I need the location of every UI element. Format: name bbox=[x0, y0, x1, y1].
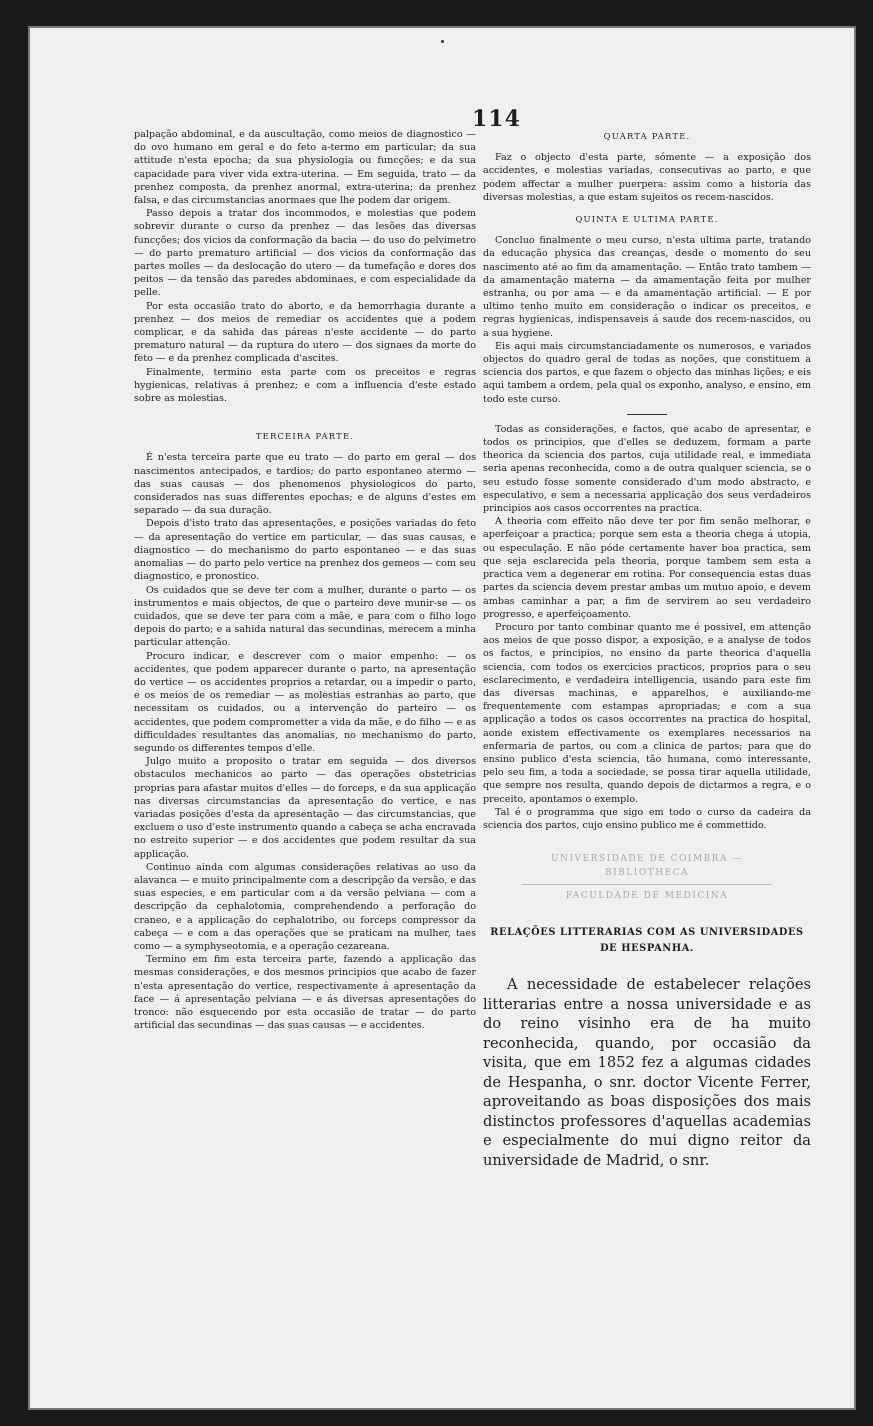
paragraph: Tal é o programma que sigo em todo o curso da cadeira da sciencia dos partos, cujo ensino publico me é commettido. bbox=[483, 806, 811, 831]
page-number: 114 bbox=[472, 106, 521, 132]
paragraph: Por esta occasião trato do aborto, e da hemorrhagia durante a prenhez — dos meios de remediar os accidentes que a podem complicar, e da sahida das páreas n'este accidente — do parto prematuro natural — da ruptura do utero — dos signaes da morte do feto — e da prenhez complicada d'ascites. bbox=[134, 300, 476, 365]
paragraph: Passo depois a tratar dos incommodos, e molestias que podem sobrevir durante o curso da prenhez — das lesões das diversas funcções; dos vicios da conformação da bacia — do uso do pelvimetro — do parto prematuro artificial — dos vicios da conformação das partes molles — da deslocação do utero — da tumefação e dores dos peitos — da tensão das paredes abdominaes, e com especialidade da pelle. bbox=[134, 208, 476, 299]
paragraph: A theoria com effeito não deve ter por fim senão melhorar, e aperfeiçoar a practica; porque sem esta a theoria chega á utopia, ou especulação. E não póde certamente haver boa practica, sem que seja esclarecida pela theoria, porque tambem sem esta a practica vem a degenerar em rotina. Por consequencia estas duas partes da sciencia devem prestar ambas um mutuo apoio, e devem ambas caminhar a par, a fim de servirem ao seu verdadeiro progresso, e aperfeiçoamento. bbox=[483, 516, 811, 620]
paragraph: Todas as considerações, e factos, que acabo de apresentar, e todos os principios, que d'elles se deduzem, formam a parte theorica da sciencia dos partos, cuja utilidade real, e immediata seria apenas reconhecida, como a de outra qualquer sciencia, se o seu estudo fosse somente considerado d'um modo abstracto, e especulativo, e sem a necessaria applicação dos seus verdadeiros principios aos casos occorrentes na practica. bbox=[483, 423, 811, 515]
paragraph: Continuo ainda com algumas considerações relativas ao uso da alavanca — e muito principalmente com a descripção da versão, e das suas especies, e em particular com a da versão pelviana — com a descripção da cephalotomia, comprehendendo a perforação do craneo, e a applicação do cephalotribo, ou forceps compressor da cabeça — e com a das operações que se praticam na mulher, taes como — a symphyseotomia, e a operação cezareana. bbox=[134, 861, 476, 952]
section-heading-quarta: QUARTA PARTE. bbox=[603, 131, 691, 141]
article-title: RELAÇÕES LITTERARIAS COM AS UNIVERSIDADES DE HESPANHA. bbox=[490, 927, 804, 955]
section-heading-quinta: QUINTA E ULTIMA PARTE. bbox=[575, 214, 719, 225]
stamp-line-2: FACULDADE DE MEDICINA bbox=[565, 891, 729, 902]
divider bbox=[627, 414, 667, 415]
left-column bbox=[134, 128, 476, 1032]
paragraph: Procuro por tanto combinar quanto me é possivel, em attenção aos meios de que posso dispor, a exposição, e a analyse de todos os factos, e principios, no ensino da parte theorica d'aquella sciencia, com todos os exercicios practicos, proprios para o seu esclarecimento, e verdadeira intelligencia, usando para este fim das diversas machinas, e apparelhos, e auxiliando-me frequentemente com estampas apropriadas; e com a sua applicação a todos os casos occorrentes na practica do hospital, aonde existem effectivamente os exemplares necessarios na enfermaria de partos, ou com a clinica de partos; para que do ensino publico d'esta sciencia, tão humana, como interessante, pelo seu fim, a toda a sociedade, se possa tirar aquella utilidade, que sempre nos resulta, quando depois de dictarmos a regra, e o preceito, apontamos o exemplo. bbox=[483, 621, 811, 805]
article-body bbox=[483, 975, 811, 1170]
paragraph: Termino em fim esta terceira parte, fazendo a applicação das mesmas considerações, e dos mesmos principios que acabo de fazer n'esta apresentação do vertice, respectivamente á apresentação da face — á apresentação pelviana — e ás diversas apresentações do tronco: não esquecendo por esta occasião de tratar — do parto artificial das secundinas — das suas causas — e accidentes. bbox=[134, 954, 476, 1032]
library-stamp bbox=[522, 852, 772, 903]
stamp-line-1: UNIVERSIDADE DE COIMBRA — BIBLIOTHECA bbox=[551, 854, 743, 879]
large-paragraph: A necessidade de estabelecer relações litterarias entre a nossa universidade e as do reino visinho era de ha muito reconhecida, quando, por occasião da visita, que em 1852 fez a algumas cidades de Hespanha, o snr. doctor Vicente Ferrer, aproveitando as boas disposições dos mais distinctos professores d'aquellas academias e especialmente do mui digno reitor da universidade de Madrid, o snr. bbox=[483, 976, 811, 1169]
ink-speck bbox=[441, 40, 444, 43]
newspaper-page bbox=[28, 26, 856, 1410]
paragraph: Julgo muito a proposito o tratar em seguida — dos diversos obstaculos mechanicos ao parto — das operações obstetricias proprias para afastar muitos d'elles — do forceps, e da sua applicação nas diversas circumstancias da apresentação do vertice, e nas variadas posições d'esta da apresentação — das circumstancias, que excluem o uso d'este instrumento quando a cabeça se acha encravada no estreito superior — e dos accidentes que podem resultar da sua applicação. bbox=[134, 756, 476, 860]
paragraph: Concluo finalmente o meu curso, n'esta ultima parte, tratando da educação physica das creanças, desde o momento do seu nascimento até ao fim da amamentação. — Então trato tambem — da amamentação materna — da amamentação feita por mulher estranha, ou por ama — e da amamentação artificial. — E por ultimo tenho muito em consideração o indicar os preceitos, e regras hygienicas, indispensaveis á saude dos recem-nascidos, ou a sua hygiene. bbox=[483, 235, 811, 339]
right-column bbox=[483, 128, 811, 1170]
section-heading-terceira: TERCEIRA PARTE. bbox=[255, 431, 355, 442]
paragraph: É n'esta terceira parte que eu trato — do parto em geral — dos nascimentos antecipados, e tardios; do parto espontaneo atermo — das suas causas — dos phenomenos physiologicos do parto, considerados nas suas differentes epochas; e de alguns d'estes em separado — da sua duração. bbox=[134, 452, 476, 517]
paragraph: palpação abdominal, e da auscultação, como meios de diagnostico — do ovo humano em geral e do feto a-termo em particular; da sua attitude n'esta epocha; da sua physiologia ou funcções; e da sua capacidade para viver vida extra-uterina. — Em seguida, trato — da prenhez composta, da prenhez anormal, extra-uterina; da prenhez falsa, e das circumstancias anormaes que lhe podem dar origem. bbox=[134, 129, 476, 207]
paragraph: Os cuidados que se deve ter com a mulher, durante o parto — os instrumentos e mais objectos, de que o parteiro deve munir-se — os cuidados, que se deve ter para com a mãe, e para com o filho logo depois do parto; e a sahida natural das secundinas, merecem a minha particular attenção. bbox=[134, 584, 476, 649]
paragraph: Depois d'isto trato das apresentações, e posições variadas do feto — da apresentação do vertice em particular, — das suas causas, e diagnostico — do mechanismo do parto espontaneo — e das suas anomalias — do parto pelo vertice na prenhez dos gemeos — com seu diagnostico, e pronostico. bbox=[134, 518, 476, 583]
paragraph: Procuro indicar, e descrever com o maior empenho: — os accidentes, que podem apparecer durante o parto, na apresentação do vertice — os accidentes proprios a retardar, ou a impedir o parto, e os meios de os remediar — as molestias estranhas ao parto, que necessitam os cuidados, ou a intervenção do parteiro — os accidentes, que podem comprometter a vida da mãe, e do filho — e as difficuldades resultantes das anomalias, no mechanismo do parto, segundo os differentes tempos d'elle. bbox=[134, 650, 476, 754]
paragraph: Faz o objecto d'esta parte, sómente — a exposição dos accidentes, e molestias variadas, consecutivas ao parto, e que podem affectar a mulher puerpera: assim como a historia das diversas molestias, a que estam sujeitos os recem-nascidos. bbox=[483, 152, 811, 203]
paragraph: Finalmente, termino esta parte com os preceitos e regras hygienicas, relativas á prenhez; e com a influencia d'este estado sobre as molestias. bbox=[134, 366, 476, 405]
paragraph: Eis aqui mais circumstanciadamente os numerosos, e variados objectos do quadro geral de todas as noções, que constituem a sciencia dos partos, e que fazem o objecto das minhas lições; e eis aqui tambem a ordem, pela qual os exponho, analyso, e ensino, em todo este curso. bbox=[483, 340, 811, 405]
